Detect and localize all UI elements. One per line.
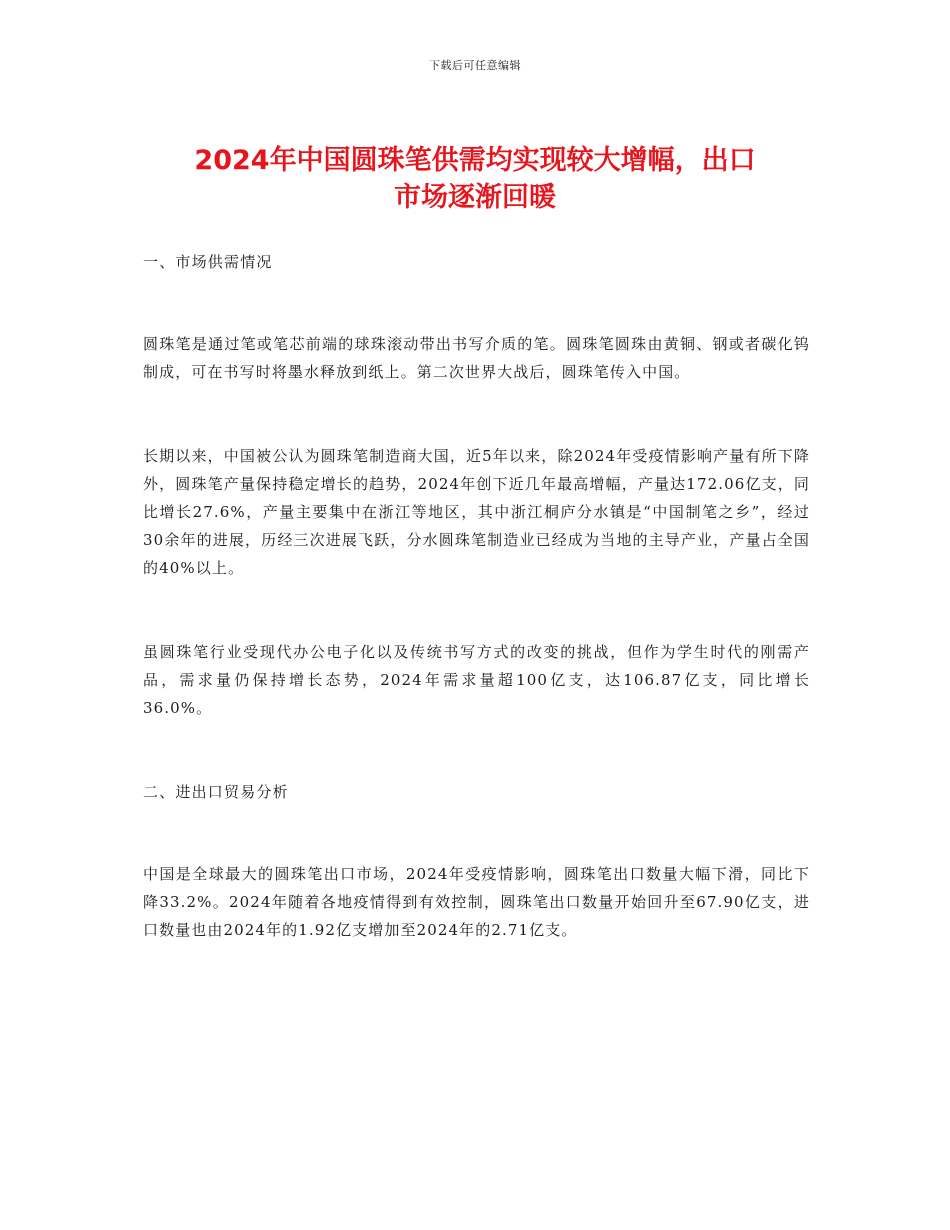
paragraph-production: 长期以来，中国被公认为圆珠笔制造商大国，近5年以来，除2024年受疫情影响产量有所下降外，圆珠笔产量保持稳定增长的趋势，2024年创下近几年最高增幅，产量达172.06亿支，同比增长27.6%，产量主要集中在浙江等地区，其中浙江桐庐分水镇是“中国制笔之乡”，经过30余年的进展，历经三次进展飞跃，分水圆珠笔制造业已经成为当地的主导产业，产量占全国的40%以上。 [143,447,810,577]
title-line-2: 市场逐渐回暖 [394,182,556,213]
document-title [150,142,800,216]
header-note: 下载后可任意编辑 [429,59,521,72]
section-heading-trade: 二、进出口贸易分析 [143,783,289,801]
paragraph-demand: 虽圆珠笔行业受现代办公电子化以及传统书写方式的改变的挑战，但作为学生时代的刚需产品，需求量仍保持增长态势，2024年需求量超100亿支，达106.87亿支，同比增长36.0%。 [143,643,810,717]
section-heading-supply-demand: 一、市场供需情况 [143,253,273,271]
title-line-1: 2024年中国圆珠笔供需均实现较大增幅，出口 [194,145,756,176]
document-body [143,248,810,944]
paragraph-export: 中国是全球最大的圆珠笔出口市场，2024年受疫情影响，圆珠笔出口数量大幅下滑，同比下降33.2%。2024年随着各地疫情得到有效控制，圆珠笔出口数量开始回升至67.90亿支，进口数量也由2024年的1.92亿支增加至2024年的2.71亿支。 [143,865,810,939]
paragraph-introduction: 圆珠笔是通过笔或笔芯前端的球珠滚动带出书写介质的笔。圆珠笔圆珠由黄铜、钢或者碳化钨制成，可在书写时将墨水释放到纸上。第二次世界大战后，圆珠笔传入中国。 [143,335,810,381]
